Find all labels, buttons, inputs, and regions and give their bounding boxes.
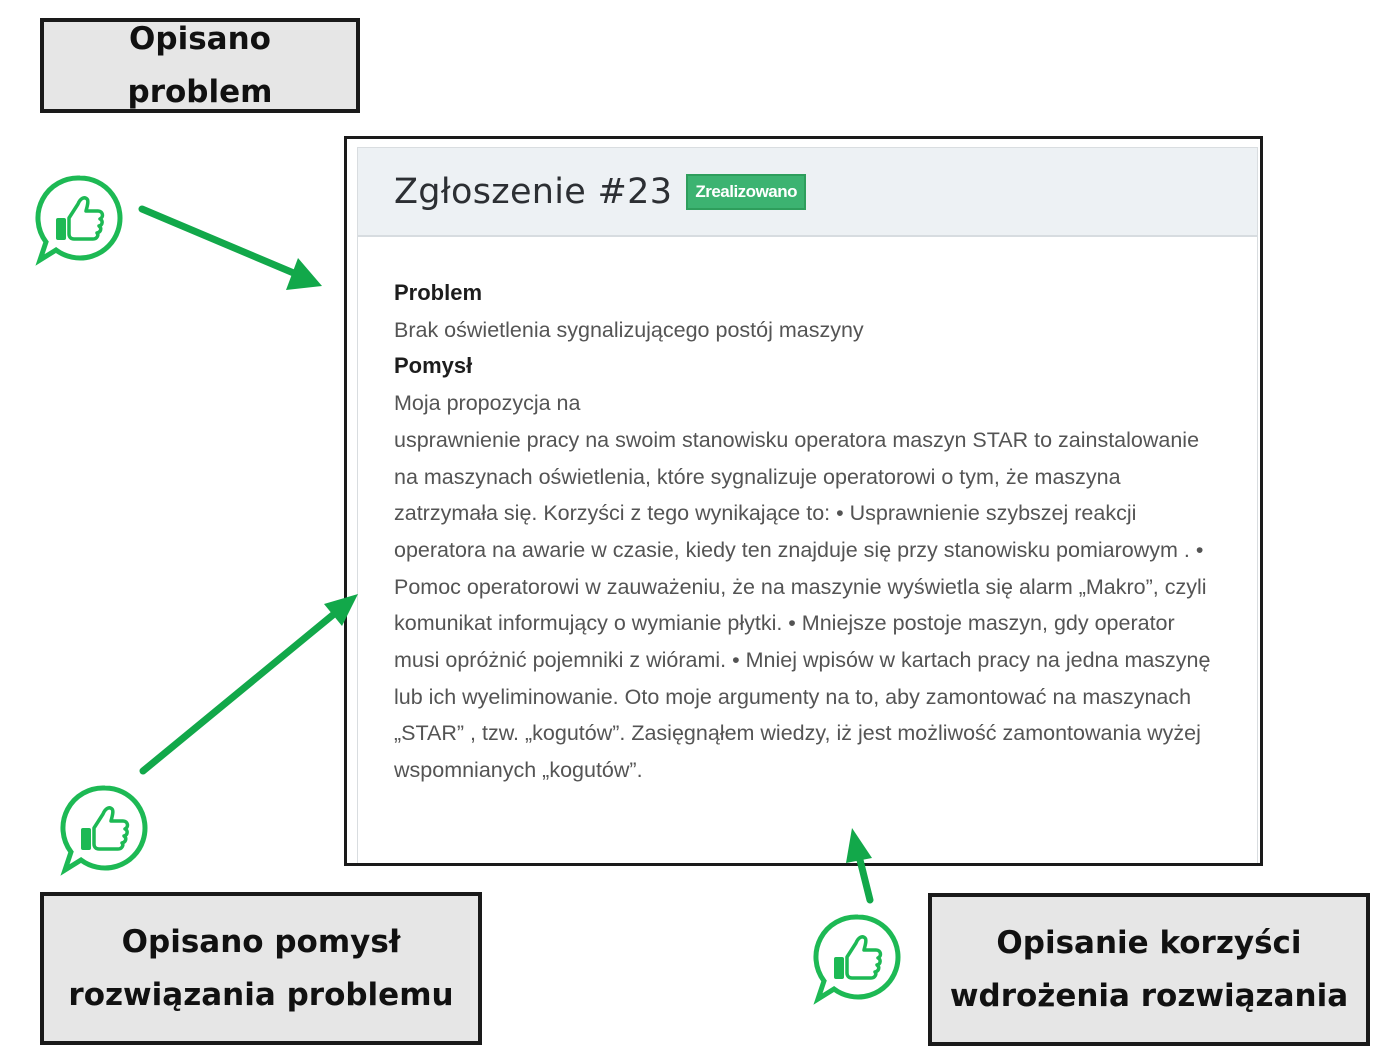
ticket-title: Zgłoszenie #23	[394, 171, 673, 212]
label-benefits-text: Opisanie korzyści wdrożenia rozwiązania	[949, 924, 1349, 1014]
label-idea-text: Opisano pomysł rozwiązania problemu	[68, 923, 454, 1013]
thumbs-up-icon	[57, 782, 153, 878]
ticket-card	[344, 136, 1263, 866]
label-problem-text: Opisano problem	[127, 20, 273, 110]
problem-heading: Problem	[394, 280, 483, 305]
arrow-to-problem	[142, 209, 322, 290]
thumbs-up-icon	[32, 172, 128, 268]
label-benefits-described	[928, 893, 1370, 1046]
problem-text: Brak oświetlenia sygnalizującego postój maszyny	[394, 317, 864, 342]
status-badge: Zrealizowano	[686, 174, 806, 210]
idea-text: Moja propozycja na usprawnienie pracy na swoim stanowisku operatora maszyn STAR to zainstalowanie na maszynach oświetlenia, które sygnalizuje operatorowi o tym, że maszyna zatrzymała się. Korzyści z tego wynikające to: • Usprawnienie szybszej reakcji operatora na awarie w czasie, kiedy ten znajduje się przy stanowisku pomiarowym . • Pomoc operatorowi w zauważeniu, że na maszynie wyświetla się alarm „Makro”, czyli komunikat informujący o wymianie płytki. • Mniejsze postoje maszyn, gdy operator musi opróżnić pojemniki z wiórami. • Mniej wpisów w kartach pracy na jedna maszynę lub ich wyeliminowanie. Oto moje argumenty na to, aby zamontować na maszynach „STAR” , tzw. „kogutów”. Zasięgnąłem wiedzy, iż jest możliwość zamontowania wyżej wspomnianych „kogutów”.	[394, 391, 1211, 783]
label-problem-described	[40, 18, 360, 113]
label-idea-described	[40, 892, 482, 1045]
ticket-panel	[357, 147, 1258, 863]
ticket-header	[358, 148, 1257, 237]
ticket-body	[358, 237, 1257, 789]
thumbs-up-icon	[810, 911, 906, 1007]
arrow-to-idea	[143, 594, 358, 771]
idea-heading: Pomysł	[394, 353, 473, 379]
